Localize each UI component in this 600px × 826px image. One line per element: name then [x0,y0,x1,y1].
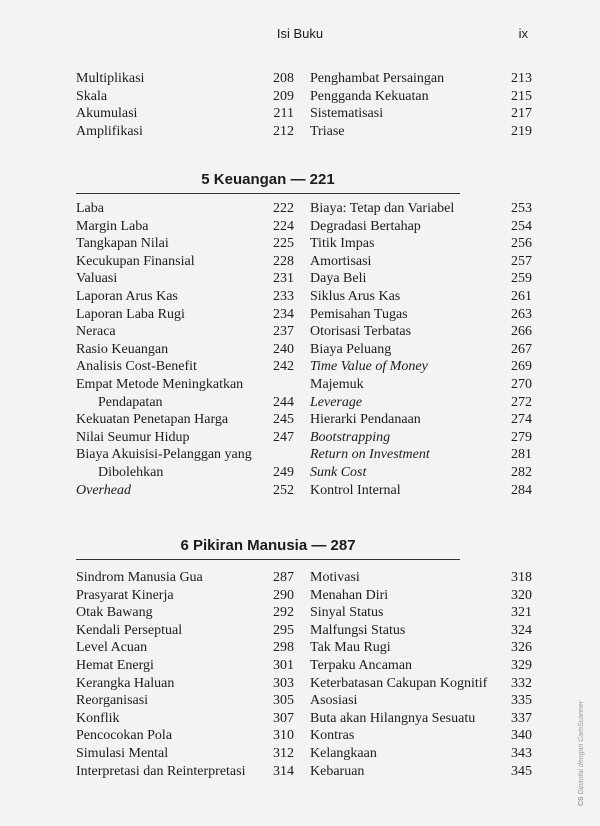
toc-entry [310,358,532,376]
toc-entry-page: 267 [511,341,532,357]
toc-entry-label: Skala [76,88,108,104]
toc-entry-page: 237 [273,324,294,340]
section-divider [76,559,460,560]
toc-entry [310,218,532,236]
toc-entry-label: Tangkapan Nilai [76,236,169,252]
toc-entry-page: 295 [273,622,294,638]
toc-entry-label: Empat Metode Meningkatkan [76,376,244,392]
toc-entry-label: Biaya Akuisisi-Pelanggan yang [76,447,252,463]
toc-entry [76,376,294,394]
toc-entry [76,105,294,123]
toc-entry-page: 310 [273,728,294,744]
toc-entry [310,323,532,341]
toc-entry-label: Kontras [310,728,355,744]
toc-entry [310,270,532,288]
toc-entry [76,288,294,306]
toc-entry-label: Kecukupan Finansial [76,253,195,269]
toc-entry-label: Bootstrapping [310,429,391,445]
watermark-text: Dipindai dengan CamScanner [578,700,585,795]
toc-entry [76,763,294,781]
toc-entry [310,376,532,394]
toc-column-right [310,70,532,140]
toc-entry-label: Biaya Peluang [310,341,392,357]
toc-entry-label: Kekuatan Penetapan Harga [76,412,229,428]
toc-entry [310,745,532,763]
toc-entry [76,639,294,657]
running-title: Isi Buku [276,26,324,41]
toc-entry-page: 279 [511,429,532,445]
toc-entry-label: Menahan Diri [310,587,389,603]
toc-entry-label: Malfungsi Status [310,622,406,638]
section-heading-keuangan: 5 Keuangan — 221 [201,171,335,188]
toc-entry [76,306,294,324]
toc-entry-page: 324 [511,622,532,638]
toc-entry [310,604,532,622]
toc-entry-page: 245 [273,412,294,428]
toc-entry [76,218,294,236]
toc-entry-label: Simulasi Mental [76,745,169,761]
toc-entry-page: 261 [511,288,532,304]
toc-block-pikiran-manusia [76,569,534,783]
toc-entry-label: Titik Impas [310,236,375,252]
toc-entry [310,675,532,693]
toc-entry [76,675,294,693]
toc-entry [76,123,294,141]
toc-entry [310,288,532,306]
toc-entry-label: Valuasi [76,271,118,287]
toc-entry-label: Leverage [310,394,363,410]
toc-entry-page: 269 [511,359,532,375]
toc-entry [76,411,294,429]
toc-entry-label: Nilai Seumur Hidup [76,429,190,445]
toc-entry-label: Majemuk [310,376,364,392]
toc-entry [310,235,532,253]
toc-column-left [76,569,294,780]
toc-entry-page: 270 [511,376,532,392]
toc-entry-label: Analisis Cost-Benefit [76,359,197,375]
toc-column-left [76,70,294,140]
toc-entry [76,587,294,605]
toc-entry-page: 303 [273,675,294,691]
toc-entry [76,200,294,218]
toc-column-right [310,200,532,499]
toc-entry-label: Kelangkaan [310,745,377,761]
toc-entry-page: 312 [273,745,294,761]
scanner-watermark [578,700,592,826]
toc-entry [310,657,532,675]
toc-entry [76,604,294,622]
toc-entry-label: Hemat Energi [76,657,154,673]
toc-entry-label: Pendapatan [98,394,163,410]
toc-entry-page: 233 [273,288,294,304]
toc-entry-page: 259 [511,271,532,287]
toc-block-continued [76,70,534,142]
camscanner-logo: CS [578,796,585,806]
toc-entry-page: 340 [511,728,532,744]
toc-entry-label: Penghambat Persaingan [310,71,445,86]
toc-entry [310,123,532,141]
toc-entry [76,569,294,587]
toc-entry-label: Hierarki Pendanaan [310,412,421,428]
toc-entry-page: 256 [511,236,532,252]
toc-entry-label: Pemisahan Tugas [310,306,408,322]
page-number: ix [518,26,528,41]
toc-entry-page: 337 [511,710,532,726]
toc-entry-page: 282 [511,464,532,480]
toc-entry-label: Konflik [76,710,120,726]
toc-entry-page: 249 [273,464,294,480]
toc-entry [76,464,294,482]
toc-entry-page: 326 [511,640,532,656]
toc-entry-page: 332 [511,675,532,691]
toc-entry-page: 217 [511,106,532,122]
toc-entry-page: 318 [511,570,532,585]
toc-entry-page: 240 [273,341,294,357]
toc-entry-page: 274 [511,412,532,428]
toc-entry [310,70,532,88]
toc-entry-page: 244 [273,394,294,410]
toc-entry [76,622,294,640]
toc-entry-page: 329 [511,657,532,673]
toc-entry-page: 335 [511,693,532,709]
toc-entry-label: Otak Bawang [76,605,153,621]
toc-entry-label: Akumulasi [76,106,138,122]
toc-entry [310,569,532,587]
toc-entry-page: 321 [511,605,532,621]
toc-column-left [76,200,294,499]
toc-entry [76,745,294,763]
toc-entry-page: 290 [273,587,294,603]
toc-entry-label: Biaya: Tetap dan Variabel [310,201,455,216]
toc-entry-page: 252 [273,482,294,498]
toc-entry [310,763,532,781]
toc-entry-page: 215 [511,88,532,104]
toc-entry-label: Level Acuan [76,640,148,656]
toc-entry-page: 287 [273,570,294,585]
toc-entry-label: Keterbatasan Cakupan Kognitif [310,675,488,691]
toc-entry [76,341,294,359]
toc-entry-label: Kerangka Haluan [76,675,175,691]
section-divider [76,193,460,194]
toc-entry-label: Neraca [76,324,116,340]
toc-entry-label: Daya Beli [310,271,367,287]
toc-entry [76,394,294,412]
toc-entry-label: Sindrom Manusia Gua [76,570,203,585]
toc-entry-page: 208 [273,71,294,86]
toc-entry [310,446,532,464]
toc-entry-label: Tak Mau Rugi [310,640,391,656]
toc-block-keuangan [76,200,534,502]
toc-entry [76,727,294,745]
toc-entry-page: 224 [273,218,294,234]
toc-entry [310,394,532,412]
toc-entry [76,429,294,447]
toc-entry [76,235,294,253]
toc-entry-page: 272 [511,394,532,410]
toc-entry-label: Sistematisasi [310,106,384,122]
toc-entry [76,323,294,341]
toc-entry-page: 211 [273,106,294,122]
toc-entry-label: Return on Investment [310,447,430,463]
toc-entry-label: Kontrol Internal [310,482,401,498]
toc-entry-label: Laporan Laba Rugi [76,306,185,322]
toc-entry [76,446,294,464]
toc-entry-label: Pencocokan Pola [76,728,173,744]
toc-entry-label: Multiplikasi [76,71,145,86]
toc-entry-page: 219 [511,123,532,139]
toc-entry [310,200,532,218]
toc-entry-label: Terpaku Ancaman [310,657,413,673]
toc-entry-label: Sunk Cost [310,464,367,480]
toc-entry-page: 228 [273,253,294,269]
toc-entry [310,639,532,657]
toc-entry-label: Degradasi Bertahap [310,218,421,234]
toc-entry-page: 292 [273,605,294,621]
toc-entry-page: 320 [511,587,532,603]
toc-entry-label: Laporan Arus Kas [76,288,178,304]
toc-entry [76,358,294,376]
toc-entry-label: Time Value of Money [310,359,428,375]
toc-entry-page: 213 [511,71,532,86]
toc-entry-page: 345 [511,763,532,779]
toc-entry-page: 307 [273,710,294,726]
toc-entry-label: Laba [76,201,104,216]
toc-entry [310,253,532,271]
toc-entry-label: Motivasi [310,570,360,585]
toc-entry [310,464,532,482]
toc-entry-page: 298 [273,640,294,656]
toc-entry-label: Asosiasi [310,693,358,709]
toc-entry-label: Prasyarat Kinerja [76,587,174,603]
toc-entry-page: 247 [273,429,294,445]
page-header [0,26,600,46]
toc-entry-page: 253 [511,201,532,216]
toc-entry-page: 343 [511,745,532,761]
toc-entry-label: Amplifikasi [76,123,143,139]
toc-entry [310,429,532,447]
toc-entry-page: 257 [511,253,532,269]
toc-entry-label: Reorganisasi [76,693,149,709]
toc-entry-page: 234 [273,306,294,322]
toc-entry [76,710,294,728]
toc-entry-label: Rasio Keuangan [76,341,169,357]
toc-entry-page: 314 [273,763,294,779]
toc-entry-label: Overhead [76,482,131,498]
toc-entry [76,482,294,500]
toc-entry [310,482,532,500]
toc-entry [310,710,532,728]
toc-entry [76,88,294,106]
toc-entry [310,341,532,359]
toc-entry [310,88,532,106]
toc-entry [310,727,532,745]
toc-entry-page: 222 [273,201,294,216]
toc-entry-label: Dibolehkan [98,464,164,480]
toc-entry-page: 284 [511,482,532,498]
toc-entry-label: Siklus Arus Kas [310,288,401,304]
toc-entry-label: Sinyal Status [310,605,384,621]
toc-entry [310,105,532,123]
toc-entry-page: 242 [273,359,294,375]
toc-entry [310,306,532,324]
toc-entry-label: Kendali Perseptual [76,622,183,638]
toc-entry-label: Interpretasi dan Reinterpretasi [76,763,246,779]
toc-entry [310,587,532,605]
toc-entry [76,70,294,88]
toc-entry-page: 281 [511,447,532,463]
toc-entry [310,622,532,640]
toc-entry-label: Buta akan Hilangnya Sesuatu [310,710,476,726]
toc-entry-page: 225 [273,236,294,252]
toc-entry-page: 209 [273,88,294,104]
section-heading-pikiran-manusia: 6 Pikiran Manusia — 287 [180,537,356,554]
toc-entry-label: Margin Laba [76,218,149,234]
toc-entry-page: 266 [511,324,532,340]
toc-entry [310,411,532,429]
toc-entry-page: 212 [273,123,294,139]
toc-entry [310,692,532,710]
toc-entry-page: 263 [511,306,532,322]
toc-entry-page: 231 [273,271,294,287]
toc-entry-label: Kebaruan [310,763,365,779]
toc-entry [76,692,294,710]
toc-entry-label: Otorisasi Terbatas [310,324,412,340]
toc-entry-page: 301 [273,657,294,673]
toc-entry-label: Triase [310,123,345,139]
toc-column-right [310,569,532,780]
toc-entry-page: 254 [511,218,532,234]
toc-entry [76,270,294,288]
toc-entry-label: Pengganda Kekuatan [310,88,429,104]
toc-entry [76,253,294,271]
toc-entry-page: 305 [273,693,294,709]
toc-entry-label: Amortisasi [310,253,372,269]
toc-entry [76,657,294,675]
